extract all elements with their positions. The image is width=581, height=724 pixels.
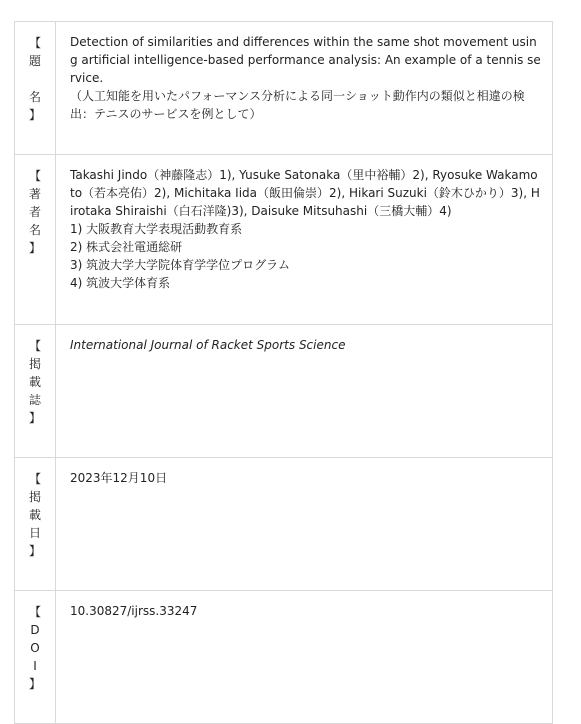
title-label-cell	[15, 22, 56, 155]
author-list: Takashi Jindo（神藤隆志）1), Yusuke Satonaka（里中裕輔）2), Ryosuke Wakamoto（若本亮佑）2), Michitaka Iida（飯田倫崇）2), Hikari Suzuki（鈴木ひかり）3), Hirotaka Shiraishi（白石洋隆)3), Daisuke Mitsuhashi（三橋大輔）4)	[70, 168, 540, 218]
journal-name: International Journal of Racket Sports Science	[70, 338, 346, 352]
date-value-cell	[56, 458, 553, 591]
authors-row	[15, 155, 553, 325]
journal-label-cell	[15, 325, 56, 458]
title-value-cell	[56, 22, 553, 155]
affiliation-2: 2) 株式会社電通総研	[70, 240, 183, 254]
affiliation-4: 4) 筑波大学体育系	[70, 276, 171, 290]
title-label: 【 題 名 】	[28, 36, 41, 122]
publication-record-table	[14, 21, 553, 724]
doi-label: 【 D O I 】	[28, 605, 41, 691]
doi-label-cell	[15, 591, 56, 724]
date-row	[15, 458, 553, 591]
title-japanese: （人工知能を用いたパフォーマンス分析による同一ショット動作内の類似と相違の検出：テニスのサービスを例として）	[70, 89, 525, 121]
doi-row	[15, 591, 553, 724]
authors-label-cell	[15, 155, 56, 325]
title-english: Detection of similarities and differences within the same shot movement using artificial intelligence-based performance analysis: An example of a tennis service.	[70, 35, 541, 85]
affiliation-3: 3) 筑波大学大学院体育学学位プログラム	[70, 258, 291, 272]
date-label: 【 掲 載 日 】	[28, 472, 41, 558]
doi-value: 10.30827/ijrss.33247	[70, 604, 198, 618]
authors-value-cell	[56, 155, 553, 325]
authors-label: 【 著 者 名 】	[28, 169, 41, 255]
doi-value-cell	[56, 591, 553, 724]
title-row	[15, 22, 553, 155]
journal-value-cell	[56, 325, 553, 458]
journal-label: 【 掲 載 誌 】	[28, 339, 41, 425]
date-label-cell	[15, 458, 56, 591]
affiliation-1: 1) 大阪教育大学表現活動教育系	[70, 222, 243, 236]
publication-date: 2023年12月10日	[70, 471, 168, 485]
journal-row	[15, 325, 553, 458]
